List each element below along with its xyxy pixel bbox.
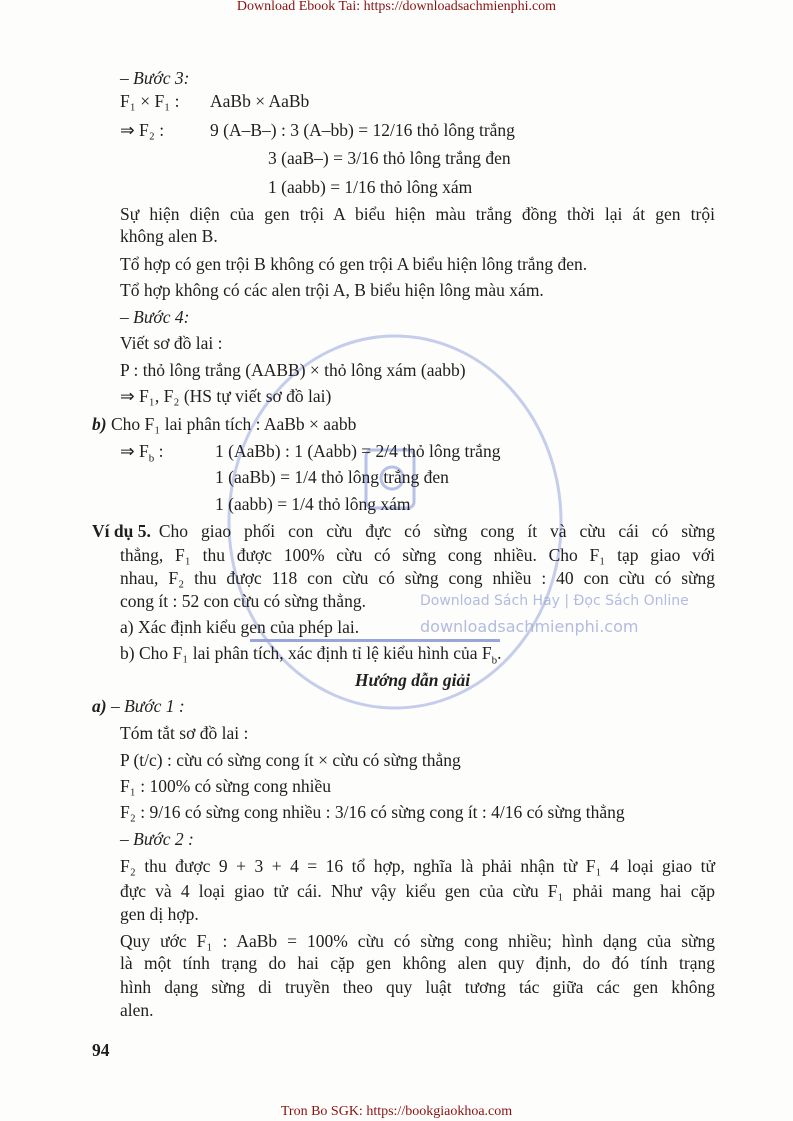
question-b-text: b) Cho F₁ lai phân tích, xác định tỉ lệ kiểu hình của F [120,643,492,663]
paragraph-line: nhau, F₂ thu được 118 con cừu có sừng cong nhiều : 40 con cừu có sừng [120,568,715,588]
step-3-heading: – Bước 3: [120,68,190,88]
solution-heading: Hướng dẫn giải [354,670,471,690]
paragraph-line: Cho giao phối con cừu đực có sừng cong ít và cừu cái có sừng [158,521,715,541]
step-2-heading: – Bước 2 : [120,829,194,849]
watermark-site: downloadsachmienphi.com [420,617,639,636]
question-b [120,642,501,672]
fb-label [120,440,164,470]
cross-value: AaBb × AaBb [210,91,310,111]
f2-ratio-3: 1 (aabb) = 1/16 thỏ lông xám [268,177,473,197]
paragraph-line: alen. [120,1000,154,1020]
fb-sub: b [148,452,155,465]
f2-label: ⇒ F₂ : [120,120,165,140]
f2-ratio-1: 9 (A–B–) : 3 (A–bb) = 12/16 thỏ lông trắng [210,120,515,140]
part-b-label: b) [92,414,107,434]
question-b-end: . [497,643,502,663]
step-1-heading: – Bước 1 : [110,696,185,716]
text-line: F₁ : 100% có sừng cong nhiều [120,776,331,796]
paragraph-line: là một tính trạng do hai cặp gen không alen quy định, do đó tính trạng [120,953,715,973]
part-b-text: Cho F₁ lai phân tích : AaBb × aabb [110,414,357,434]
text-line: P (t/c) : cừu có sừng cong ít × cừu có sừng thẳng [120,750,461,770]
page-number: 94 [92,1040,110,1060]
text-line: Viết sơ đồ lai : [120,333,223,353]
fb-arrow: ⇒ F [120,441,149,461]
cross-label: F₁ × F₁ : [120,91,180,111]
fb-colon: : [154,441,164,461]
paragraph-line: thẳng, F₁ thu được 100% cừu có sừng cong nhiều. Cho F₁ tạp giao với [120,545,715,565]
part-b-line [92,413,356,435]
f2-ratio-2: 3 (aaB–) = 3/16 thỏ lông trắng đen [268,148,511,168]
paragraph-line: hình dạng sừng di truyền theo quy luật tương tác giữa các gen không [120,977,715,997]
fb-ratio-1: 1 (AaBb) : 1 (Aabb) = 2/4 thỏ lông trắng [215,441,501,461]
part-a-line [92,695,185,717]
text-line: F₂ : 9/16 có sừng cong nhiều : 3/16 có sừng cong ít : 4/16 có sừng thẳng [120,802,625,822]
question-b-sub: b [491,654,498,667]
paragraph-line: F₂ thu được 9 + 3 + 4 = 16 tổ hợp, nghĩa là phải nhận từ F₁ 4 loại giao tử [120,856,715,876]
step-4-heading: – Bước 4: [120,307,190,327]
text-line: P : thỏ lông trắng (AABB) × thỏ lông xám (aabb) [120,360,466,380]
paragraph-line: gen dị hợp. [120,904,199,924]
example-label: Ví dụ 5. [92,521,151,541]
example-5-line [92,520,715,542]
paragraph-line: Quy ước F₁ : AaBb = 100% cừu có sừng cong nhiều; hình dạng của sừng [120,931,715,951]
watermark-tagline: Download Sách Hay | Đọc Sách Online [420,593,689,609]
paragraph-line: Sự hiện diện của gen trội A biểu hiện màu trắng đồng thời lại át gen trội [120,204,715,224]
part-a-label: a) [92,696,107,716]
paragraph-line: Tổ hợp không có các alen trội A, B biểu hiện lông màu xám. [120,280,544,300]
paragraph-line: đực và 4 loại giao tử cái. Như vậy kiểu gen của cừu F₁ phải mang hai cặp [120,881,715,901]
text-line: Tóm tắt sơ đồ lai : [120,723,249,743]
footer-link[interactable]: Tron Bo SGK: https://bookgiaokhoa.com [280,1104,513,1119]
question-a: a) Xác định kiểu gen của phép lai. [120,617,360,637]
paragraph-line: cong ít : 52 con cừu có sừng thẳng. [120,591,366,611]
fb-ratio-3: 1 (aabb) = 1/4 thỏ lông xám [215,494,411,514]
paragraph-line: không alen B. [120,226,218,246]
fb-ratio-2: 1 (aaBb) = 1/4 thỏ lông trắng đen [215,467,449,487]
text-line: ⇒ F₁, F₂ (HS tự viết sơ đồ lai) [120,386,332,406]
header-download-link[interactable]: Download Ebook Tai: https://downloadsachmienphi.com [236,0,557,14]
paragraph-line: Tổ hợp có gen trội B không có gen trội A biểu hiện lông trắng đen. [120,254,588,274]
